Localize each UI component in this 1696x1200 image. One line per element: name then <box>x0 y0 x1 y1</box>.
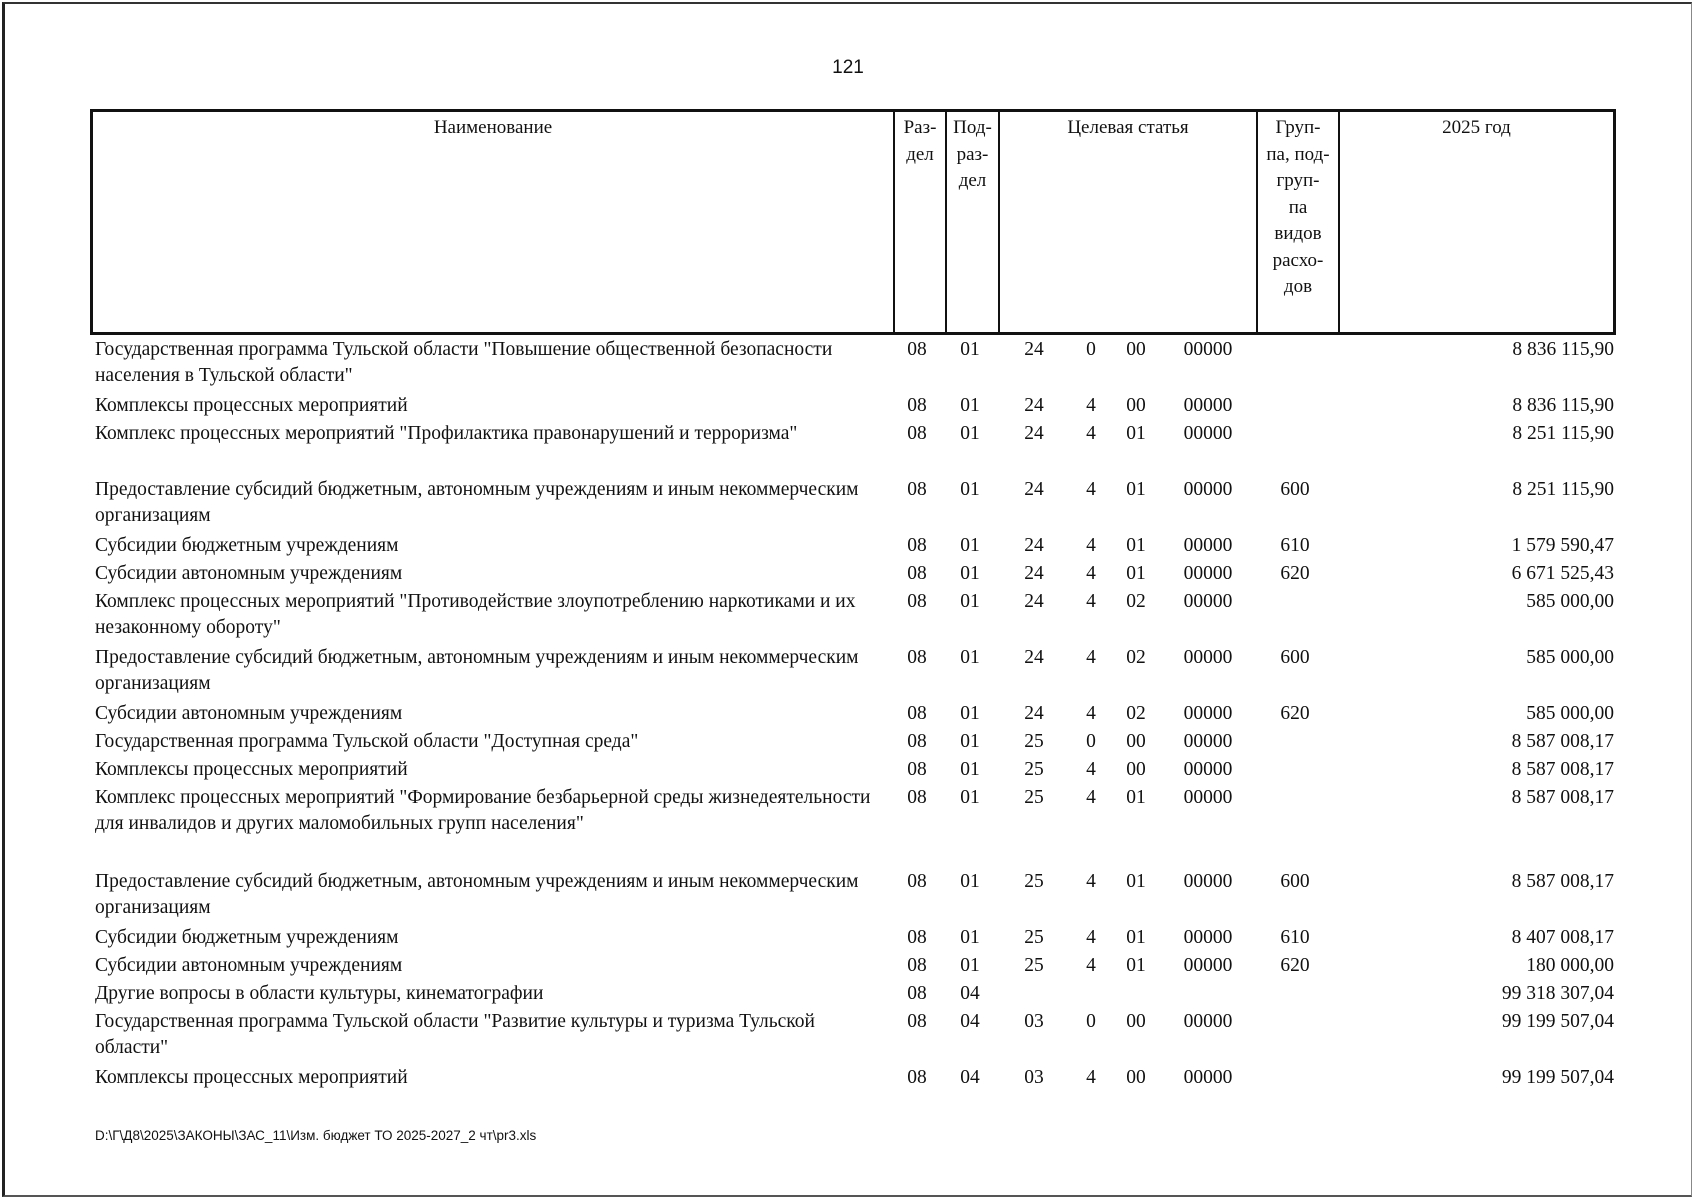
row-podrazdel: 01 <box>960 591 980 612</box>
row-target-subprogram: 4 <box>1086 1067 1096 1088</box>
row-target-direction: 00000 <box>1183 955 1233 976</box>
row-target-direction: 00000 <box>1183 787 1233 808</box>
row-target-event: 01 <box>1126 955 1146 976</box>
row-amount: 8 836 115,90 <box>1512 395 1614 416</box>
row-target-event: 00 <box>1126 339 1146 360</box>
row-target-program: 24 <box>1024 423 1044 444</box>
row-razdel: 08 <box>907 563 927 584</box>
row-podrazdel: 01 <box>960 731 980 752</box>
row-target-direction: 00000 <box>1183 1011 1233 1032</box>
row-target-event: 01 <box>1126 927 1146 948</box>
header-year: 2025 год <box>1442 117 1511 138</box>
row-expense-group: 600 <box>1280 871 1310 892</box>
row-name: Субсидии автономным учреждениям <box>95 563 403 584</box>
row-name: Комплекс процессных мероприятий "Профилактика правонарушений и терроризма" <box>95 423 798 444</box>
row-target-direction: 00000 <box>1183 1067 1233 1088</box>
file-path: D:\Г\Д8\2025\ЗАКОНЫ\ЗАС_11\Изм. бюджет ТО 2025-2027_2 чт\pr3.xls <box>95 1128 537 1143</box>
row-name: Комплекс процессных мероприятий "Противодействие злоупотреблению наркотиками и их незаконному обороту" <box>95 591 856 638</box>
row-razdel: 08 <box>907 983 927 1004</box>
row-razdel: 08 <box>907 535 927 556</box>
row-target-program: 25 <box>1024 731 1044 752</box>
row-target-event: 01 <box>1126 871 1146 892</box>
row-target-direction: 00000 <box>1183 731 1233 752</box>
row-podrazdel: 01 <box>960 423 980 444</box>
row-name: Комплекс процессных мероприятий "Формирование безбарьерной среды жизнедеятельности для инвалидов и других маломобильных групп населения" <box>95 787 871 834</box>
row-amount: 8 251 115,90 <box>1512 479 1614 500</box>
row-expense-group: 620 <box>1280 955 1310 976</box>
row-target-direction: 00000 <box>1183 423 1233 444</box>
row-target-direction: 00000 <box>1183 395 1233 416</box>
row-name: Государственная программа Тульской области "Повышение общественной безопасности населения в Тульской области" <box>95 339 833 386</box>
row-name: Другие вопросы в области культуры, кинематографии <box>95 983 544 1004</box>
row-amount: 8 587 008,17 <box>1511 787 1614 808</box>
row-razdel: 08 <box>907 703 927 724</box>
header-name: Наименование <box>433 117 553 138</box>
row-razdel: 08 <box>907 339 927 360</box>
row-podrazdel: 04 <box>960 1067 980 1088</box>
row-name: Субсидии автономным учреждениям <box>95 703 403 724</box>
row-target-subprogram: 4 <box>1086 647 1096 668</box>
row-podrazdel: 01 <box>960 927 980 948</box>
row-amount: 8 587 008,17 <box>1511 759 1614 780</box>
row-podrazdel: 01 <box>960 479 980 500</box>
row-target-program: 24 <box>1024 395 1044 416</box>
row-amount: 8 407 008,17 <box>1511 927 1614 948</box>
row-target-event: 01 <box>1126 479 1146 500</box>
row-name: Субсидии бюджетным учреждениям <box>95 535 399 556</box>
row-razdel: 08 <box>907 591 927 612</box>
row-target-program: 25 <box>1024 871 1044 892</box>
row-name: Комплексы процессных мероприятий <box>95 1067 408 1088</box>
row-name: Предоставление субсидий бюджетным, автономным учреждениям и иным некоммерческим организациям <box>95 479 859 526</box>
row-target-subprogram: 4 <box>1086 787 1096 808</box>
row-amount: 99 199 507,04 <box>1501 1011 1614 1032</box>
row-amount: 6 671 525,43 <box>1511 563 1614 584</box>
row-target-program: 24 <box>1024 591 1044 612</box>
row-target-direction: 00000 <box>1183 703 1233 724</box>
row-target-subprogram: 4 <box>1086 955 1096 976</box>
row-podrazdel: 01 <box>960 395 980 416</box>
row-target-subprogram: 4 <box>1086 535 1096 556</box>
row-name: Государственная программа Тульской области "Доступная среда" <box>95 731 639 752</box>
row-amount: 8 587 008,17 <box>1511 871 1614 892</box>
row-expense-group: 610 <box>1280 927 1310 948</box>
row-razdel: 08 <box>907 647 927 668</box>
row-target-direction: 00000 <box>1183 479 1233 500</box>
row-target-subprogram: 4 <box>1086 479 1096 500</box>
row-name: Субсидии бюджетным учреждениям <box>95 927 399 948</box>
row-razdel: 08 <box>907 423 927 444</box>
row-podrazdel: 01 <box>960 563 980 584</box>
table-header <box>90 109 1616 335</box>
row-razdel: 08 <box>907 955 927 976</box>
row-target-program: 25 <box>1024 927 1044 948</box>
header-expense-group: Груп- па, под- груп- па видов расхо- дов <box>1266 117 1330 297</box>
row-expense-group: 600 <box>1280 479 1310 500</box>
row-amount: 8 251 115,90 <box>1512 423 1614 444</box>
row-target-event: 02 <box>1126 591 1146 612</box>
row-amount: 1 579 590,47 <box>1511 535 1614 556</box>
row-podrazdel: 01 <box>960 703 980 724</box>
row-target-subprogram: 0 <box>1086 1011 1096 1032</box>
row-target-event: 00 <box>1126 1011 1146 1032</box>
row-amount: 585 000,00 <box>1526 647 1614 668</box>
row-target-program: 24 <box>1024 703 1044 724</box>
row-amount: 99 199 507,04 <box>1501 1067 1614 1088</box>
row-target-event: 01 <box>1126 787 1146 808</box>
row-amount: 8 836 115,90 <box>1512 339 1614 360</box>
row-target-direction: 00000 <box>1183 759 1233 780</box>
row-razdel: 08 <box>907 731 927 752</box>
row-razdel: 08 <box>907 871 927 892</box>
row-amount: 8 587 008,17 <box>1511 731 1614 752</box>
row-podrazdel: 01 <box>960 339 980 360</box>
row-amount: 585 000,00 <box>1526 703 1614 724</box>
row-podrazdel: 01 <box>960 871 980 892</box>
header-razdel: Раз- дел <box>903 117 937 165</box>
row-target-subprogram: 4 <box>1086 703 1096 724</box>
row-target-subprogram: 4 <box>1086 871 1096 892</box>
row-target-subprogram: 0 <box>1086 731 1096 752</box>
row-name: Комплексы процессных мероприятий <box>95 759 408 780</box>
row-razdel: 08 <box>907 759 927 780</box>
row-amount: 180 000,00 <box>1526 955 1614 976</box>
header-podrazdel: Под- раз- дел <box>953 117 992 191</box>
row-target-program: 03 <box>1024 1067 1044 1088</box>
row-target-subprogram: 4 <box>1086 759 1096 780</box>
row-target-event: 00 <box>1126 395 1146 416</box>
row-podrazdel: 01 <box>960 955 980 976</box>
row-target-direction: 00000 <box>1183 591 1233 612</box>
row-target-event: 00 <box>1126 1067 1146 1088</box>
row-target-program: 25 <box>1024 759 1044 780</box>
row-target-subprogram: 4 <box>1086 591 1096 612</box>
row-podrazdel: 01 <box>960 535 980 556</box>
row-target-direction: 00000 <box>1183 871 1233 892</box>
row-target-subprogram: 4 <box>1086 563 1096 584</box>
row-razdel: 08 <box>907 395 927 416</box>
row-target-program: 03 <box>1024 1011 1044 1032</box>
row-target-event: 00 <box>1126 731 1146 752</box>
row-target-direction: 00000 <box>1183 927 1233 948</box>
row-target-program: 25 <box>1024 787 1044 808</box>
row-target-event: 02 <box>1126 647 1146 668</box>
row-razdel: 08 <box>907 927 927 948</box>
row-target-program: 24 <box>1024 339 1044 360</box>
row-target-program: 25 <box>1024 955 1044 976</box>
row-target-program: 24 <box>1024 563 1044 584</box>
row-razdel: 08 <box>907 479 927 500</box>
row-podrazdel: 01 <box>960 759 980 780</box>
row-name: Государственная программа Тульской области "Развитие культуры и туризма Тульской области" <box>95 1011 815 1058</box>
row-target-event: 01 <box>1126 563 1146 584</box>
row-target-program: 24 <box>1024 647 1044 668</box>
row-target-direction: 00000 <box>1183 535 1233 556</box>
row-target-direction: 00000 <box>1183 563 1233 584</box>
row-podrazdel: 01 <box>960 787 980 808</box>
row-podrazdel: 04 <box>960 983 980 1004</box>
row-target-event: 00 <box>1126 759 1146 780</box>
row-target-subprogram: 4 <box>1086 927 1096 948</box>
row-amount: 585 000,00 <box>1526 591 1614 612</box>
row-expense-group: 610 <box>1280 535 1310 556</box>
row-target-event: 01 <box>1126 535 1146 556</box>
row-razdel: 08 <box>907 787 927 808</box>
row-podrazdel: 01 <box>960 647 980 668</box>
page-number: 121 <box>832 57 864 78</box>
row-amount: 99 318 307,04 <box>1501 983 1614 1004</box>
row-target-program: 24 <box>1024 479 1044 500</box>
row-expense-group: 620 <box>1280 563 1310 584</box>
row-target-direction: 00000 <box>1183 339 1233 360</box>
row-target-direction: 00000 <box>1183 647 1233 668</box>
row-target-subprogram: 4 <box>1086 423 1096 444</box>
row-expense-group: 620 <box>1280 703 1310 724</box>
row-name: Комплексы процессных мероприятий <box>95 395 408 416</box>
row-target-event: 01 <box>1126 423 1146 444</box>
row-podrazdel: 04 <box>960 1011 980 1032</box>
row-target-program: 24 <box>1024 535 1044 556</box>
row-expense-group: 600 <box>1280 647 1310 668</box>
row-name: Субсидии автономным учреждениям <box>95 955 403 976</box>
row-razdel: 08 <box>907 1067 927 1088</box>
row-name: Предоставление субсидий бюджетным, автономным учреждениям и иным некоммерческим организациям <box>95 871 859 918</box>
row-razdel: 08 <box>907 1011 927 1032</box>
header-target-article: Целевая статья <box>1067 117 1189 138</box>
row-name: Предоставление субсидий бюджетным, автономным учреждениям и иным некоммерческим организациям <box>95 647 859 694</box>
row-target-subprogram: 0 <box>1086 339 1096 360</box>
row-target-event: 02 <box>1126 703 1146 724</box>
row-target-subprogram: 4 <box>1086 395 1096 416</box>
